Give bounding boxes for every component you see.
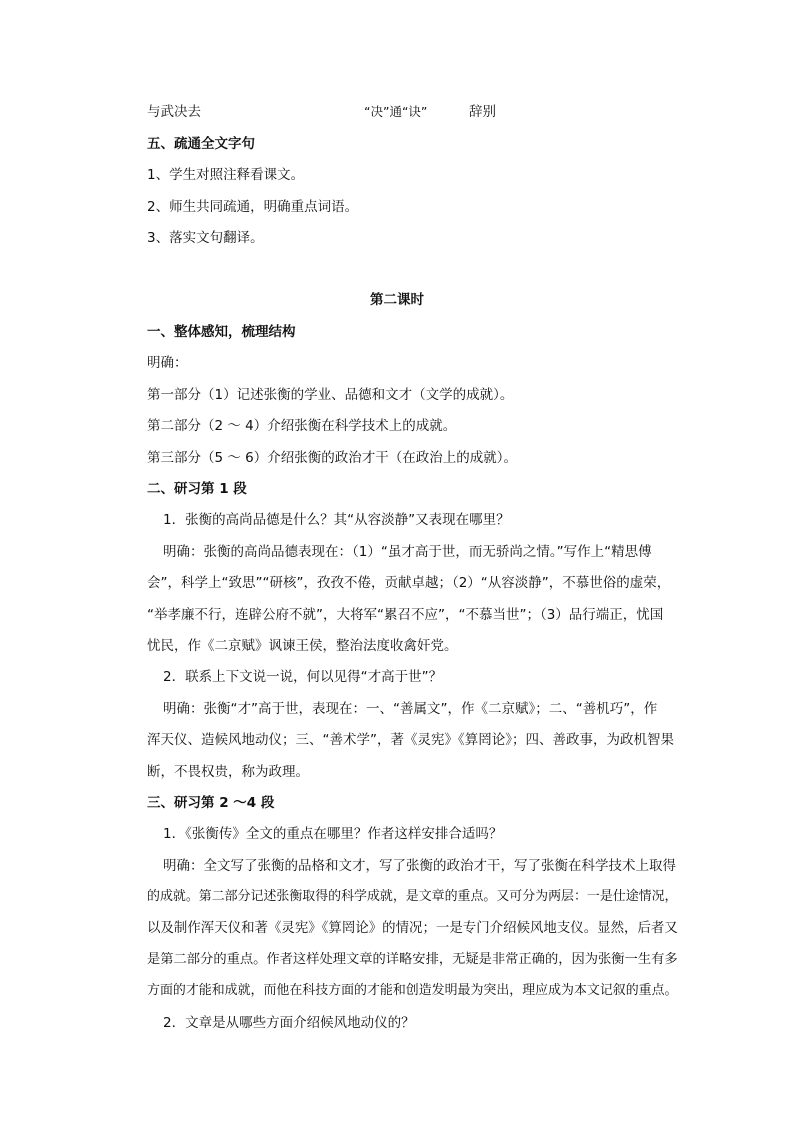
structure-part: 第一部分（1）记述张衡的学业、品德和文才（文学的成就）。 xyxy=(147,387,514,403)
section-heading: 一、整体感知，梳理结构 xyxy=(147,324,296,340)
structure-part: 第二部分（2 ～ 4）介绍张衡在科学技术上的成就。 xyxy=(147,418,457,434)
answer-line: 断，不畏权贵，称为政理。 xyxy=(147,764,309,780)
question: 1．《张衡传》全文的重点在哪里？作者这样安排合适吗？ xyxy=(163,826,503,842)
answer-line: 方面的才能和成就，而他在科技方面的才能和创造发明最为突出，理应成为本文记叙的重点。 xyxy=(147,983,678,998)
lesson-title: 第二课时 xyxy=(370,292,424,308)
question: 2．文章是从哪些方面介绍候风地动仪的？ xyxy=(163,1015,415,1031)
answer-line: 会”，科学上“致思”“研核”，孜孜不倦，贡献卓越；（2）“从容淡静”，不慕世俗的虚荣， xyxy=(147,575,671,591)
answer-label: 明确： xyxy=(147,355,188,371)
answer-line: 忧民，作《二京赋》讽谏王侯，整治法度收禽奸党。 xyxy=(147,638,458,654)
question: 2．联系上下文说一说，何以见得“才高于世”？ xyxy=(163,669,443,685)
vocab-meaning: 辞别 xyxy=(469,104,496,120)
vocab-word: 与武决去 xyxy=(147,104,201,120)
list-item: 3、落实文句翻译。 xyxy=(147,230,264,246)
list-item: 2、师生共同疏通，明确重点词语。 xyxy=(147,199,359,215)
answer-line: 的成就。第二部分记述张衡取得的科学成就，是文章的重点。又可分为两层：一是仕途情况， xyxy=(147,889,678,904)
answer-line: 明确：张衡的高尚品德表现在：（1）“虽才高于世，而无骄尚之情。”写作上“精思傅 xyxy=(163,544,652,560)
heading-5: 五、疏通全文字句 xyxy=(147,136,255,152)
answer-line: “举孝廉不行，连辟公府不就”，大将军“累召不应”，“不慕当世”；（3）品行端正，忧国 xyxy=(147,607,664,623)
question: 1．张衡的高尚品德是什么？其“从容淡静”又表现在哪里？ xyxy=(163,512,510,528)
section-heading: 三、研习第 2 ～4 段 xyxy=(147,795,275,811)
answer-line: 明确：全文写了张衡的品格和文才，写了张衡的政治才干，写了张衡在科学技术上取得 xyxy=(163,858,676,874)
list-item: 1、学生对照注释看课文。 xyxy=(147,167,305,183)
answer-line: 浑天仪、造候风地动仪；三、“善术学”，著《灵宪》《算罔论》；四、善政事，为政机智果 xyxy=(147,732,674,748)
answer-line: 明确：张衡“才”高于世，表现在：一、“善属文”，作《二京赋》；二、“善机巧”，作 xyxy=(163,701,658,717)
answer-line: 以及制作浑天仪和著《灵宪》《算罔论》的情况；一是专门介绍候风地支仪。显然，后者又 xyxy=(147,921,678,936)
structure-part: 第三部分（5 ～ 6）介绍张衡的政治才干（在政治上的成就）。 xyxy=(147,450,518,466)
answer-line: 是第二部分的重点。作者这样处理文章的详略安排，无疑是非常正确的，因为张衡一生有多 xyxy=(147,952,678,967)
section-heading: 二、研习第 1 段 xyxy=(147,481,247,497)
vocab-note: “决”通“诀” xyxy=(364,104,428,119)
